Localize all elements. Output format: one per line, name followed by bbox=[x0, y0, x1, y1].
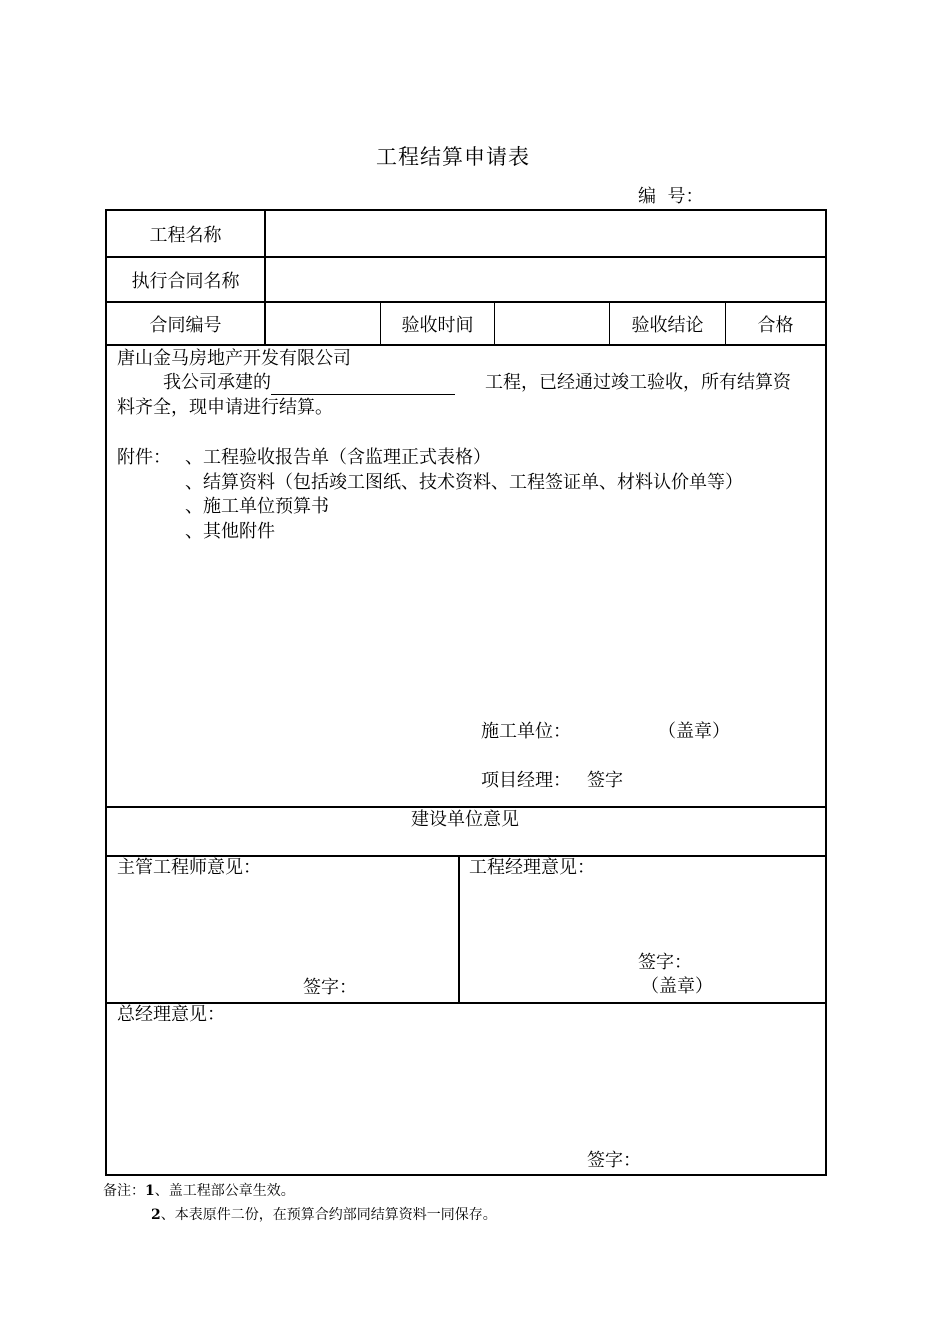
letter-line-2: 料齐全，现申请进行结算。 bbox=[117, 397, 333, 418]
attachments-label: 附件： bbox=[117, 447, 171, 468]
section-title: 建设单位意见 bbox=[411, 809, 519, 830]
attachment-item: 、施工单位预算书 bbox=[185, 496, 329, 517]
col-divider bbox=[458, 856, 460, 1003]
letter-line-1 bbox=[163, 371, 791, 395]
notes-line-2 bbox=[151, 1205, 497, 1225]
acceptance-time-label: 验收时间 bbox=[401, 314, 474, 336]
project-manager-sign: 签字 bbox=[587, 770, 623, 791]
acceptance-result-label: 验收结论 bbox=[631, 314, 704, 336]
project-name-label: 工程名称 bbox=[149, 224, 222, 246]
gm-opinion-label: 总经理意见： bbox=[117, 1004, 225, 1025]
page-title: 工程结算申请表 bbox=[376, 145, 530, 169]
letter-line-1-suffix: 工程，已经通过竣工验收，所有结算资 bbox=[485, 372, 791, 393]
notes-label: 备注： bbox=[103, 1183, 145, 1199]
letter-line-1-prefix: 我公司承建的 bbox=[163, 372, 271, 393]
pm-sign-label: 签字： bbox=[638, 952, 692, 973]
project-blank-field[interactable] bbox=[271, 372, 455, 395]
contract-name-label: 执行合同名称 bbox=[131, 270, 240, 292]
project-manager-label: 项目经理： bbox=[481, 770, 571, 791]
note-number: 2 bbox=[151, 1207, 161, 1223]
attachment-item: 、其他附件 bbox=[185, 521, 275, 542]
note-text: 、本表原件二份，在预算合约部同结算资料一同保存。 bbox=[160, 1207, 497, 1223]
contractor-label: 施工单位： bbox=[481, 721, 571, 742]
pm-opinion-label: 工程经理意见： bbox=[469, 857, 595, 878]
note-text: 、盖工程部公章生效。 bbox=[154, 1183, 295, 1199]
notes-line-1 bbox=[103, 1181, 295, 1201]
attachment-item: 、工程验收报告单（含监理正式表格） bbox=[185, 447, 491, 468]
form-number-label: 编 号： bbox=[638, 186, 704, 207]
pm-seal-label: （盖章） bbox=[641, 976, 713, 997]
gm-sign-label: 签字： bbox=[587, 1150, 641, 1171]
project-name-field[interactable] bbox=[266, 211, 825, 256]
addressee: 唐山金马房地产开发有限公司 bbox=[117, 348, 351, 369]
acceptance-result-value: 合格 bbox=[757, 314, 794, 336]
note-number: 1 bbox=[145, 1183, 155, 1199]
contract-name-field[interactable] bbox=[266, 258, 825, 301]
contract-number-label: 合同编号 bbox=[149, 314, 222, 336]
engineer-sign-label: 签字： bbox=[303, 977, 357, 998]
contractor-seal: （盖章） bbox=[658, 721, 730, 742]
contract-number-field[interactable] bbox=[266, 303, 380, 344]
row-divider bbox=[105, 344, 827, 346]
engineer-opinion-label: 主管工程师意见： bbox=[117, 857, 261, 878]
acceptance-time-field[interactable] bbox=[495, 303, 609, 344]
attachment-item: 、结算资料（包括竣工图纸、技术资料、工程签证单、材料认价单等） bbox=[185, 472, 743, 493]
